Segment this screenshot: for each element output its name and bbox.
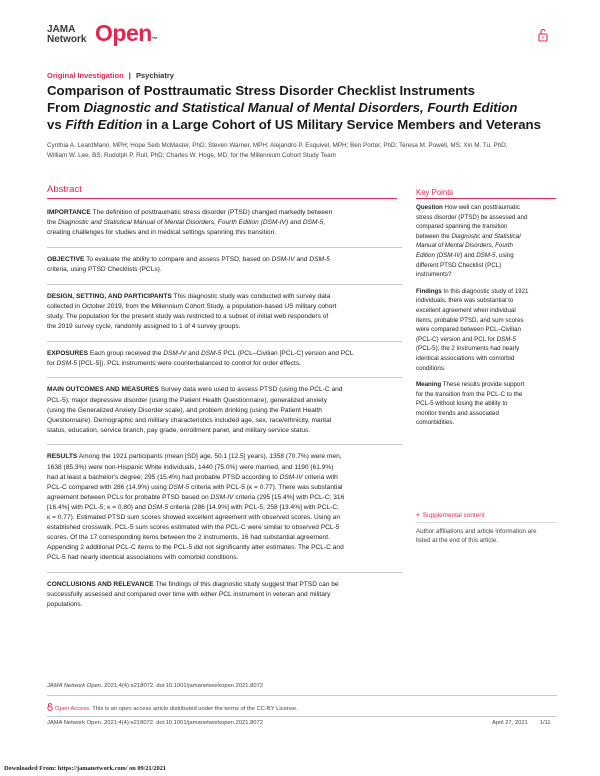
supplemental-rule <box>416 522 556 523</box>
section-label[interactable]: Original Investigation <box>47 71 124 80</box>
abstract-rule <box>47 198 397 199</box>
authors-line-2: William W. Lee, BS; Rudolph P. Rull, PhD; Charles W. Hoge, MD; for the Millennium Cohort Study Team <box>47 151 336 159</box>
author-list <box>47 141 557 160</box>
citation-doi[interactable]: 2021;4(4):e218072. doi:10.1001/jamanetworkopen.2021.8072 <box>102 683 264 689</box>
supplemental-label: Supplemental content <box>422 512 485 519</box>
footer-citation: JAMA Network Open. 2021;4(4):e218072. doi:10.1001/jamanetworkopen.2021.8072 <box>47 720 263 726</box>
logo-tm: ™ <box>151 37 158 43</box>
section-divider: | <box>128 71 131 80</box>
footer-page: 1/11 <box>539 720 551 726</box>
title-line-3: vs Fifth Edition in a Large Cohort of US Military Service Members and Veterans <box>47 117 541 132</box>
abstract-heading: Abstract <box>47 184 82 195</box>
logo-network-text: Network <box>47 34 87 45</box>
logo-open <box>95 20 157 47</box>
footer-date: April 27, 2021 <box>492 720 528 726</box>
open-access-icon <box>47 703 53 711</box>
abstract-objective: OBJECTIVE To evaluate the ability to compare and assess PTSD, based on DSM-IV and DSM-5 criteria, using PTSD Checklists (PCLs). <box>47 255 330 273</box>
logo-open-text: Open <box>95 20 152 46</box>
open-access-line <box>47 703 298 712</box>
article-section <box>47 71 174 80</box>
abstract-separator <box>47 284 402 285</box>
open-access-label: Open Access. <box>55 706 91 712</box>
key-points-question: Question How well can posttraumatic stress disorder (PTSD) be assessed and compared spanning the transition between the Diagnostic and Statistical Manual of Mental Disorders, Fourth Edition (DSM-IV) and DSM-5, using different PTSD Checklist (PCL) instruments? <box>416 204 528 279</box>
abstract-separator <box>47 247 402 248</box>
citation-line <box>47 683 263 689</box>
key-points-heading: Key Points <box>416 188 454 197</box>
abstract-outcomes: MAIN OUTCOMES AND MEASURES Survey data were used to assess PTSD (using the PCL-C and PCL-5), major depressive disorder (using the Patient Health Questionnaire), generalized anxiety (using the Generalized Anxiety Disorder scale), and problem drinking (using the Patient Health Questionnaire). Demographic and military characteristics included age, sex, race/ethnicity, marital status, education, service branch, pay grade, enrollment panel, and military service status. <box>47 386 343 434</box>
author-affiliations-note: Author affiliations and article information are listed at the end of this article. <box>416 528 537 544</box>
plus-icon: + <box>416 512 420 519</box>
key-points-findings: Findings In this diagnostic study of 1921 individuals, there was substantial to excellent agreement when individual items, probable PTSD, and sum scores were compared between PCL–Civilian (PCL-C) version and PCL for DSM-5 (PCL-5); the 2 instruments had nearly identical associations with comorbid conditions. <box>416 287 529 372</box>
abstract-conclusions: CONCLUSIONS AND RELEVANCE The findings of this diagnostic study suggest that PTSD can be successfully assessed and compared over time with either PCL instrument in veteran and military populations. <box>47 581 339 609</box>
key-points-meaning: Meaning These results provide support for the transition from the PCL-C to the PCL-5 without losing the ability to monitor trends and associated comorbidities. <box>416 381 525 427</box>
authors-line-1: Cynthia A. LeardMann, MPH; Hope Seib McMaster, PhD; Steven Warner, MPH; Alejandro P. Esquivel, MPH; Ben Porter, PhD; Teresa M. Powell, MS; Xin M. Tu, PhD; <box>47 142 508 149</box>
abstract-body <box>47 208 402 619</box>
download-stamp: Downloaded From: https://jamanetwork.com/ on 09/21/2021 <box>4 765 167 772</box>
footer-date-page <box>492 720 551 726</box>
abstract-separator <box>47 377 402 378</box>
key-points-body <box>416 203 558 435</box>
abstract-exposures: EXPOSURES Each group received the DSM-IV and DSM-5 PCL (PCL–Civilian [PCL-C] version and PCL for DSM-5 [PCL-5]). PCL instruments were counterbalanced to control for order effects. <box>47 349 354 367</box>
abstract-results: RESULTS Among the 1921 participants (mean [SD] age, 50.1 [12.5] years), 1358 (70.7%) were men, 1638 (85.3%) were non-Hispanic White individuals, 1440 (75.0%) were married, and 1190 (61.9%) had at least a bachelor's degree; 295 (15.4%) had probable PTSD according to DSM-IV criteria with PCL-C compared with 286 (14.9%) using DSM-5 criteria with PCL-5 (κ = 0.77). There was substantial agreement between PCLs for probable PTSD based on DSM-IV criteria (295 [15.4%] with PCL-C; 316 [16.4%] with PCL-5; κ = 0.80) and DSM-5 criteria (286 [14.9%] with PCL-5; 258 [13.4%] with PCL-C; κ = 0.77). Estimated PTSD sum scores showed excellent agreement with observed scores. Using an established crosswalk, PCL-5 sum scores estimated with the PCL-C were similar to observed PCL-5 scores. Of the 17 corresponding items between the 2 instruments, 16 had substantial agreement. Appending 2 additional PCL-C items to the PCL-5 did not significantly alter estimates. The PCL-C and PCL-5 had nearly identical associations with comorbid conditions. <box>47 453 345 562</box>
citation-rule <box>47 695 557 696</box>
abstract-separator <box>47 341 402 342</box>
abstract-separator <box>47 572 402 573</box>
journal-logo <box>47 25 86 45</box>
unlock-icon[interactable] <box>538 28 548 42</box>
abstract-importance: IMPORTANCE The definition of posttraumatic stress disorder (PTSD) changed markedly between the Diagnostic and Statistical Manual of Mental Disorders, Fourth Edition (DSM-IV) and DSM-5, creating challenges for studies and in medical settings spanning this transition. <box>47 209 333 237</box>
abstract-design: DESIGN, SETTING, AND PARTICIPANTS This diagnostic study was conducted with survey data collected in October 2019, from the Millennium Cohort Study, a population-based US military cohort study. The population for the present study was restricted to a subset of initial web responders of the 2019 survey cycle, randomly assigned to 1 of 4 survey groups. <box>47 292 337 330</box>
abstract-separator <box>47 444 402 445</box>
title-line-2: From Diagnostic and Statistical Manual of Mental Disorders, Fourth Edition <box>47 100 518 115</box>
footer-rule <box>47 716 557 717</box>
citation-journal: JAMA Network Open. <box>47 683 103 689</box>
supplemental-content-link[interactable] <box>416 512 485 519</box>
article-title <box>47 82 557 133</box>
category-label[interactable]: Psychiatry <box>135 71 174 80</box>
logo-jama-text: JAMA <box>47 24 76 35</box>
title-line-1: Comparison of Posttraumatic Stress Disorder Checklist Instruments <box>47 83 475 98</box>
key-points-rule <box>416 198 556 199</box>
open-access-text: This is an open access article distributed under the terms of the CC-BY License. <box>90 706 298 712</box>
